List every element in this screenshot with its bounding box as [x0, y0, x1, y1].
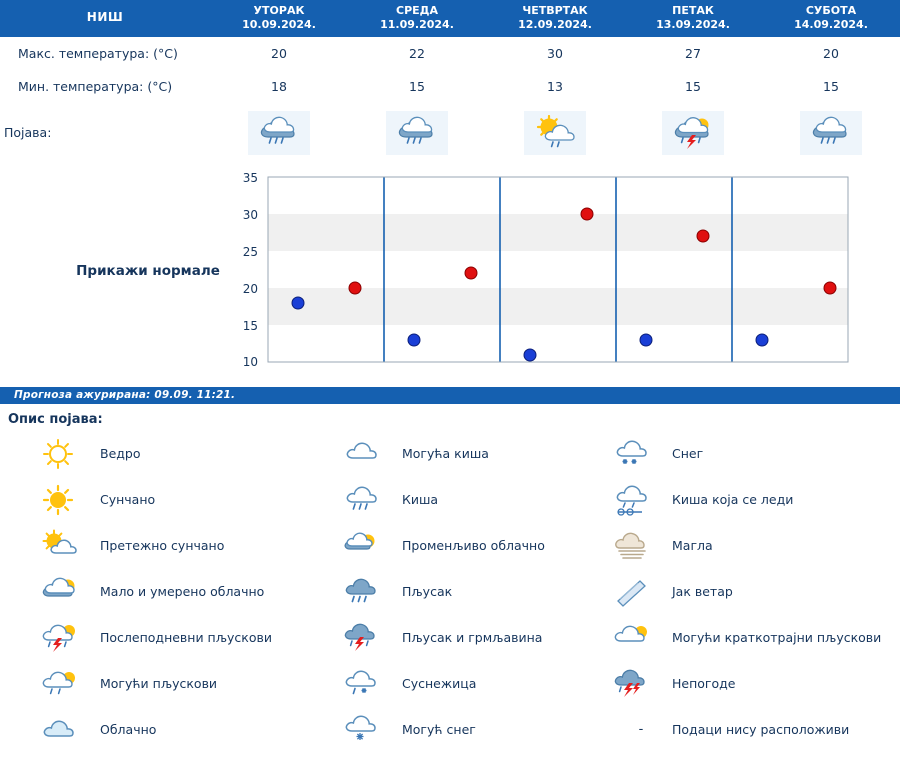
showers-thunder-icon [662, 111, 724, 155]
legend-label-6: Претежно сунчано [100, 538, 225, 553]
legend-label-15: Могући пљускови [100, 676, 218, 691]
rain-icon [248, 111, 310, 155]
legend-spacer [592, 477, 610, 523]
min-point-1 [408, 334, 420, 346]
shower-thunder-icon [340, 615, 402, 661]
legend-label-12: Послеподневни пљускови [100, 630, 272, 645]
variable-cloudy-icon [340, 523, 402, 569]
location-name: НИШ [0, 0, 210, 37]
svg-text:15: 15 [242, 318, 258, 333]
min-temperature-row [0, 70, 900, 103]
legend-label-11: Јак ветар [672, 584, 733, 599]
min-temperature-value-4: 15 [762, 70, 900, 103]
max-point-3 [697, 230, 709, 242]
legend-row [0, 615, 900, 661]
day-name-4: СУБОТА [805, 4, 857, 17]
sleet-icon [340, 661, 402, 707]
rain-icon [800, 111, 862, 155]
legend-spacer [320, 523, 340, 569]
legend-label-9: Мало и умерено облачно [100, 584, 265, 599]
no-data-dash: - [638, 722, 644, 737]
legend-label-0: Ведро [100, 446, 141, 461]
forecast-updated-bar: Прогноза ажурирана: 09.09. 11:21. [0, 387, 900, 404]
mostly-sunny-icon [38, 523, 100, 569]
legend-spacer [320, 707, 340, 753]
snow-icon [610, 431, 672, 477]
legend-spacer [592, 615, 610, 661]
svg-text:35: 35 [242, 170, 258, 185]
rain-icon [340, 477, 402, 523]
forecast-table [0, 0, 900, 167]
day-date-2: 12.09.2024. [518, 17, 592, 31]
max-temperature-value-3: 27 [624, 37, 762, 70]
sunny-icon [38, 477, 100, 523]
cloudy-icon [38, 707, 100, 753]
no-data-icon [610, 707, 672, 753]
fog-icon [610, 523, 672, 569]
legend-row [0, 477, 900, 523]
phenomena-cell-0 [210, 103, 348, 167]
possible-rain-icon [340, 431, 402, 477]
day-column-4 [762, 0, 900, 37]
legend-spacer [0, 661, 38, 707]
possible-short-showers-icon [610, 615, 672, 661]
legend-label-19: Могућ снег [402, 722, 476, 737]
min-point-2 [524, 349, 536, 361]
legend-spacer [592, 661, 610, 707]
day-name-2: ЧЕТВРТАК [522, 4, 588, 17]
legend-spacer [592, 523, 610, 569]
legend-label-7: Променљиво облачно [402, 538, 545, 553]
svg-text:10: 10 [242, 354, 258, 369]
partly-cloudy-icon [38, 569, 100, 615]
legend-label-20: Подаци нису расположиви [672, 722, 850, 737]
legend-spacer [0, 615, 38, 661]
day-date-1: 11.09.2024. [380, 17, 454, 31]
min-point-4 [756, 334, 768, 346]
max-temperature-value-2: 30 [486, 37, 624, 70]
max-point-1 [465, 267, 477, 279]
max-point-4 [824, 282, 836, 294]
legend-table [0, 431, 900, 753]
legend-spacer [0, 707, 38, 753]
day-name-3: ПЕТАК [672, 4, 714, 17]
legend-label-1: Могућа киша [402, 446, 489, 461]
day-column-2 [486, 0, 624, 37]
forecast-table-header [0, 0, 900, 37]
max-point-2 [581, 208, 593, 220]
legend-spacer [320, 569, 340, 615]
min-temperature-value-1: 15 [348, 70, 486, 103]
min-temperature-value-0: 18 [210, 70, 348, 103]
show-normals-button[interactable]: Прикажи нормале [76, 262, 220, 279]
storm-icon [610, 661, 672, 707]
rain-icon [386, 111, 448, 155]
legend-label-13: Пљусак и грмљавина [402, 630, 543, 645]
min-temperature-value-2: 13 [486, 70, 624, 103]
day-column-1 [348, 0, 486, 37]
legend-label-2: Снег [672, 446, 704, 461]
legend-title: Опис појава: [8, 411, 103, 427]
legend-spacer [320, 431, 340, 477]
day-name-1: СРЕДА [396, 4, 438, 17]
afternoon-showers-icon [38, 615, 100, 661]
phenomena-cell-1 [348, 103, 486, 167]
legend-label-5: Киша која се леди [672, 492, 794, 507]
temperature-chart [0, 167, 900, 387]
partly-sunny-rain-icon [524, 111, 586, 155]
min-temperature-value-3: 15 [624, 70, 762, 103]
legend-spacer [0, 477, 38, 523]
svg-text:25: 25 [242, 244, 258, 259]
day-column-3 [624, 0, 762, 37]
possible-snow-icon [340, 707, 402, 753]
phenomena-cell-4 [762, 103, 900, 167]
day-name-0: УТОРАК [253, 4, 305, 17]
max-temperature-value-0: 20 [210, 37, 348, 70]
legend-spacer [320, 477, 340, 523]
legend-label-16: Суснежица [402, 676, 477, 691]
legend-label-10: Пљусак [402, 584, 453, 599]
legend-spacer [0, 569, 38, 615]
legend-spacer [592, 569, 610, 615]
legend-label-4: Киша [402, 492, 439, 507]
legend-label-14: Могући краткотрајни пљускови [672, 630, 882, 645]
day-date-3: 13.09.2024. [656, 17, 730, 31]
legend-row [0, 569, 900, 615]
strong-wind-icon [610, 569, 672, 615]
legend-row [0, 707, 900, 753]
legend-row [0, 661, 900, 707]
max-temperature-value-1: 22 [348, 37, 486, 70]
legend-spacer [592, 431, 610, 477]
max-temperature-value-4: 20 [762, 37, 900, 70]
clear-icon [38, 431, 100, 477]
legend-spacer [592, 707, 610, 753]
legend-label-3: Сунчано [100, 492, 156, 507]
legend-row [0, 523, 900, 569]
svg-text:30: 30 [242, 207, 258, 222]
legend-spacer [0, 431, 38, 477]
temperature-chart-svg [0, 167, 900, 387]
max-temperature-label: Макс. температура: (°C) [0, 37, 210, 70]
legend-label-17: Непогоде [672, 676, 736, 691]
phenomena-label: Појава: [0, 103, 210, 167]
possible-showers-icon [38, 661, 100, 707]
svg-text:20: 20 [242, 281, 258, 296]
phenomena-cell-3 [624, 103, 762, 167]
legend-label-8: Магла [672, 538, 713, 553]
phenomena-row [0, 103, 900, 167]
min-point-3 [640, 334, 652, 346]
phenomena-cell-2 [486, 103, 624, 167]
day-date-0: 10.09.2024. [242, 17, 316, 31]
day-date-4: 14.09.2024. [794, 17, 868, 31]
shower-icon [340, 569, 402, 615]
max-point-0 [349, 282, 361, 294]
legend-spacer [320, 661, 340, 707]
legend-label-18: Облачно [100, 722, 157, 737]
legend-spacer [0, 523, 38, 569]
min-point-0 [292, 297, 304, 309]
legend-row [0, 431, 900, 477]
day-column-0 [210, 0, 348, 37]
freezing-rain-icon [610, 477, 672, 523]
min-temperature-label: Мин. температура: (°C) [0, 70, 210, 103]
legend-spacer [320, 615, 340, 661]
max-temperature-row [0, 37, 900, 70]
